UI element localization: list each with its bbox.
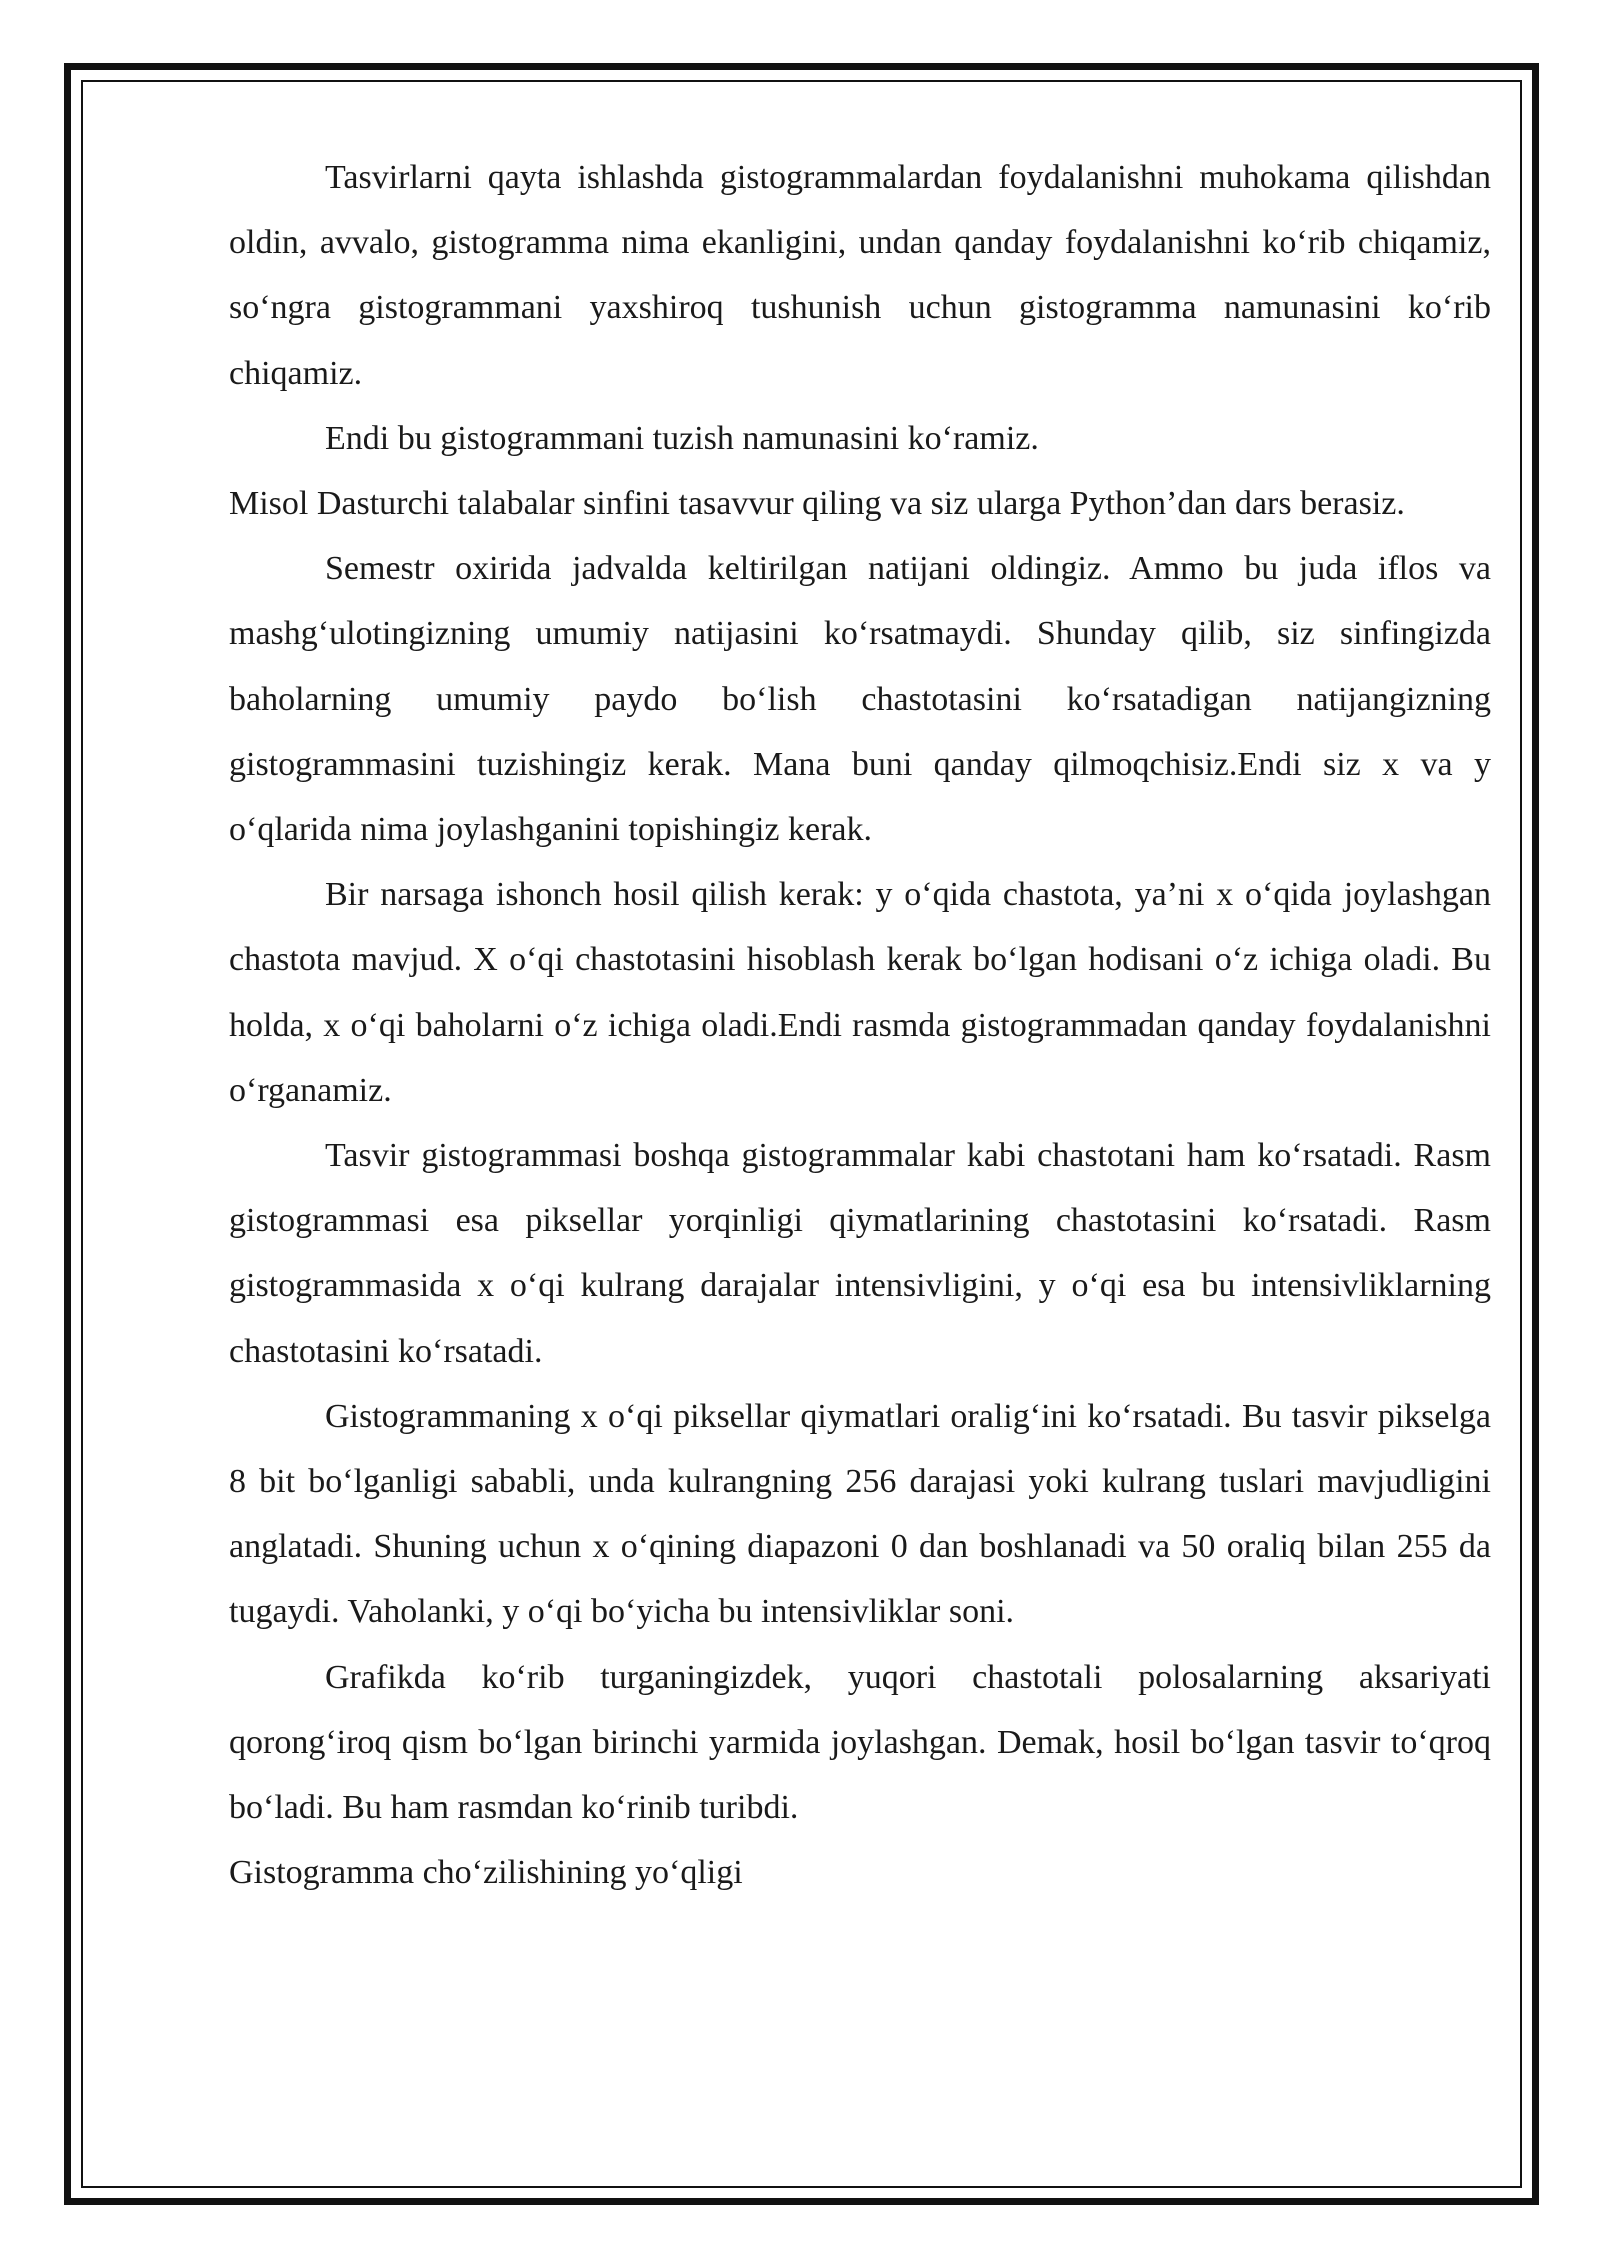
paragraph-image-histogram: Tasvir gistogrammasi boshqa gistogrammalar kabi chastotani ham koʻrsatadi. Rasm gistogrammasi esa piksellar yorqinligi qiymatlarining chastotasini koʻrsatadi. Rasm gistogrammasida x oʻqi kulrang darajalar intensivligini, y oʻqi esa bu intensivliklarning chastotasini koʻrsatadi.	[229, 1137, 1491, 1370]
paragraph-x-axis-range: Gistogrammaning x oʻqi piksellar qiymatlari oraligʻini koʻrsatadi. Bu tasvir pikselga 8 bit boʻlganligi sababli, unda kulrangning 256 darajasi yoki kulrang tuslari mavjudligini anglatadi. Shuning uchun x oʻqining diapazoni 0 dan boshlanadi va 50 oraliq bilan 255 da tugaydi. Vaholanki, y oʻqi boʻyicha bu intensivliklar soni.	[229, 1397, 1491, 1631]
paragraph-example: Misol Dasturchi talabalar sinfini tasavvur qiling va siz ularga Python’dan dars berasiz.	[229, 485, 1405, 523]
paragraph-example-lead: Endi bu gistogrammani tuzish namunasini koʻramiz.	[325, 419, 1039, 457]
paragraph-axes: Bir narsaga ishonch hosil qilish kerak: y oʻqida chastota, ya’ni x oʻqida joylashgan chastota mavjud. X oʻqi chastotasini hisoblash kerak boʻlgan hodisani oʻz ichiga oladi. Bu holda, x oʻqi baholarni oʻz ichiga oladi.Endi rasmda gistogrammadan qanday foydalanishni oʻrganamiz.	[229, 876, 1491, 1109]
document-body	[229, 145, 1491, 1905]
paragraph-semester: Semestr oxirida jadvalda keltirilgan natijani oldingiz. Ammo bu juda iflos va mashgʻulotingizning umumiy natijasini koʻrsatmaydi. Shunday qilib, siz sinfingizda baholarning umumiy paydo boʻlish chastotasini koʻrsatadigan natijangizning gistogrammasini tuzishingiz kerak. Mana buni qanday qilmoqchisiz.Endi siz x va y oʻqlarida nima joylashganini topishingiz kerak.	[229, 550, 1491, 849]
section-heading: Gistogramma choʻzilishining yoʻqligi	[229, 1854, 743, 1892]
paragraph-intro: Tasvirlarni qayta ishlashda gistogrammalardan foydalanishni muhokama qilishdan oldin, avvalo, gistogramma nima ekanligini, undan qanday foydalanishni koʻrib chiqamiz, soʻngra gistogrammani yaxshiroq tushunish uchun gistogramma namunasini koʻrib chiqamiz.	[229, 159, 1491, 392]
paragraph-graph-observation: Grafikda koʻrib turganingizdek, yuqori chastotali polosalarning aksariyati qorongʻiroq qism boʻlgan birinchi yarmida joylashgan. Demak, hosil boʻlgan tasvir toʻqroq boʻladi. Bu ham rasmdan koʻrinib turibdi.	[229, 1658, 1491, 1827]
